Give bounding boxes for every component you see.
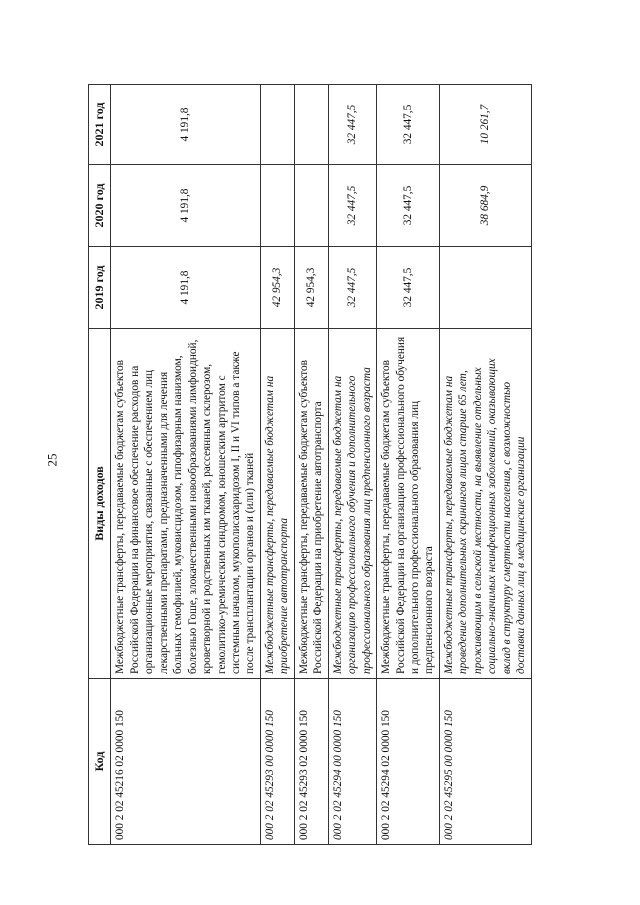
row-value-2019: 32 447,5 — [328, 247, 376, 329]
row-code: 000 2 02 45294 02 0000 150 — [377, 679, 440, 845]
row-value-2020: 4 191,8 — [111, 165, 261, 247]
row-code: 000 2 02 45295 00 0000 150 — [439, 679, 531, 845]
row-code: 000 2 02 45294 00 0000 150 — [328, 679, 376, 845]
row-value-2020: 32 447,5 — [377, 165, 440, 247]
row-type: Межбюджетные трансферты, передаваемые бюджетам субъектов Российской Федерации на организацию профессионального обучения и дополнительного профессионального образования лиц предпенсионного возраста — [377, 329, 440, 679]
header-2020: 2020 год — [89, 165, 111, 247]
row-type: Межбюджетные трансферты, передаваемые бюджетам на приобретение автотранспорта — [260, 329, 294, 679]
table-row — [260, 85, 294, 845]
row-code: 000 2 02 45216 02 0000 150 — [111, 679, 261, 845]
row-value-2019 — [439, 247, 531, 329]
row-code: 000 2 02 45293 00 0000 150 — [260, 679, 294, 845]
row-code: 000 2 02 45293 02 0000 150 — [294, 679, 328, 845]
row-type: Межбюджетные трансферты, передаваемые бюджетам субъектов Российской Федерации на финансовое обеспечение расходов на организационные мероприятия, связанные с обеспечением лиц лекарственными препаратами, предназначенными для лечения больных гемофилией, муковисцидозом, гипофизарным нанизмом, болезнью Гоше, злокачественными новообразованиями лимфоидной, кроветворной и родственных им тканей, рассеянным склерозом, гемолитико-уремическим синдромом, юношеским артритом с системным началом, мукополисахаридозом I, II и VI типов а также после трансплантации органов и (или) тканей — [111, 329, 261, 679]
row-value-2021: 32 447,5 — [328, 85, 376, 165]
rotated-page — [88, 85, 618, 845]
row-value-2019: 42 954,3 — [260, 247, 294, 329]
revenue-table — [88, 84, 532, 845]
row-value-2020: 32 447,5 — [328, 165, 376, 247]
row-value-2019: 42 954,3 — [294, 247, 328, 329]
table-row — [439, 85, 531, 845]
row-type: Межбюджетные трансферты, передаваемые бюджетам на проведение дополнительных скринингов лицам старше 65 лет, проживающим в сельской местности, на выявление отдельных социально-значимых неинфекционных заболеваний, оказывающих вклад в структуру смертности населения, с возможностью доставки данных лиц в медицинские организации — [439, 329, 531, 679]
row-value-2021: 10 261,7 — [439, 85, 531, 165]
row-value-2020 — [294, 165, 328, 247]
table-row — [377, 85, 440, 845]
row-value-2021: 4 191,8 — [111, 85, 261, 165]
row-value-2021 — [294, 85, 328, 165]
page-number: 25 — [44, 453, 60, 467]
row-type: Межбюджетные трансферты, передаваемые бюджетам на организацию профессионального обучения и дополнительного профессионального образования лиц предпенсионного возраста — [328, 329, 376, 679]
row-type: Межбюджетные трансферты, передаваемые бюджетам субъектов Российской Федерации на приобретение автотранспорта — [294, 329, 328, 679]
row-value-2021 — [260, 85, 294, 165]
row-value-2021: 32 447,5 — [377, 85, 440, 165]
table-row — [111, 85, 261, 845]
row-value-2020 — [260, 165, 294, 247]
row-value-2019: 32 447,5 — [377, 247, 440, 329]
table-row — [294, 85, 328, 845]
table-row — [328, 85, 376, 845]
header-code: Код — [89, 679, 111, 845]
header-2019: 2019 год — [89, 247, 111, 329]
header-type: Виды доходов — [89, 329, 111, 679]
row-value-2020: 38 684,9 — [439, 165, 531, 247]
row-value-2019: 4 191,8 — [111, 247, 261, 329]
header-2021: 2021 год — [89, 85, 111, 165]
table-header-row — [89, 85, 111, 845]
